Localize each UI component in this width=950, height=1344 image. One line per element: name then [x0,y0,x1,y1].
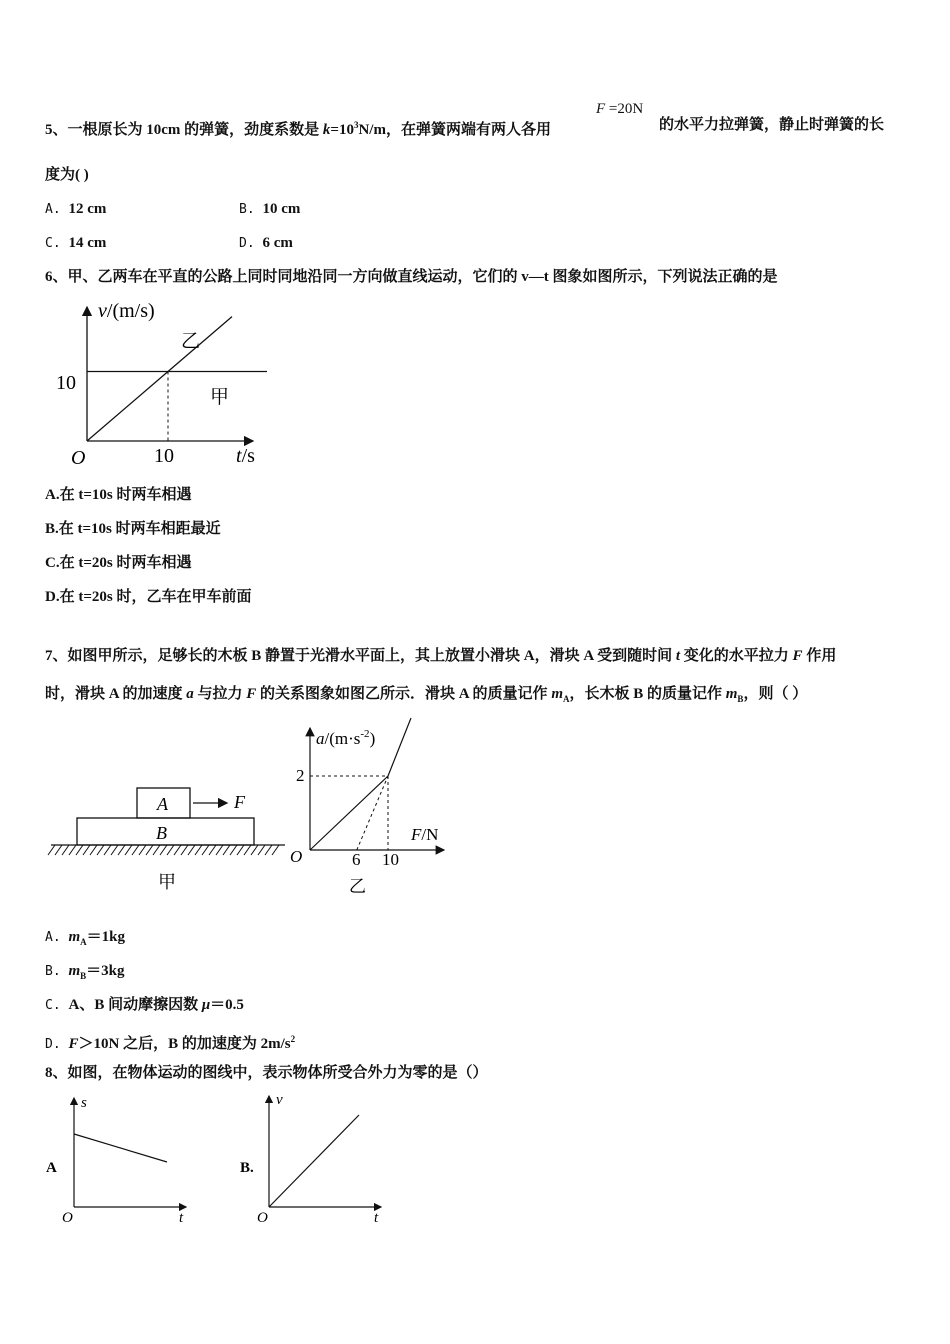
hatch-stroke [251,845,258,855]
q7-stem-line1: 7、如图甲所示，足够长的木板 B 静置于光滑水平面上，其上放置小滑块 A，滑块 A 受到随时间 t 变化的水平拉力 F 作用 [45,648,837,664]
q6-origin: O [71,447,86,469]
q6-y-tick: 10 [56,372,76,394]
hatch-stroke [90,845,97,855]
q8b-x-label: t [374,1210,379,1226]
hatch-stroke [83,845,90,855]
hatch-stroke [265,845,272,855]
q8b-origin: O [257,1210,268,1226]
hatch-stroke [62,845,69,855]
q5-stem-line1: 5、一根原长为 10cm 的弹簧，劲度系数是 $k=10^3N/m$，在弹簧两端有两人各用 [45,120,551,138]
hatch-stroke [160,845,167,855]
q7-board-b-label: B [156,823,167,843]
hatch-stroke [188,845,195,855]
hatch-stroke [223,845,230,855]
q8-graph-a[interactable] [40,1090,200,1230]
hatch-stroke [69,845,76,855]
q6-label-jia: 甲 [210,387,230,408]
q6-y-axis-label: v/(m/s) [98,300,155,322]
q7-x-tick-6: 6 [352,850,361,869]
q8b-y-label: v [276,1092,283,1108]
q7-line-segment-1 [310,776,388,850]
hatch-stroke [55,845,62,855]
q6-stem: 6、甲、乙两车在平直的公路上同时同地沿同一方向做直线运动，它们的 v—t 图象如图所示，下列说法正确的是 [45,269,778,285]
q7-origin: O [290,847,303,866]
hatch-stroke [132,845,139,855]
q5-option-c[interactable]: C. 14 cm [45,235,107,251]
q8a-origin: O [62,1210,73,1226]
q5-force-formula: F =20N [596,101,644,117]
hatch-stroke [195,845,202,855]
q7-ground-hatch [48,845,279,855]
q8a-s-t-line [74,1134,167,1162]
q7-dashed-extension [357,776,388,850]
q5-option-b[interactable]: B. 10 cm [239,201,301,217]
q7-x-tick-10: 10 [382,850,399,869]
hatch-stroke [216,845,223,855]
q5-stem-line1-end: 的水平力拉弹簧，静止时弹簧的长 [659,117,885,133]
hatch-stroke [272,845,279,855]
q8a-option-label: A [46,1160,57,1176]
q8a-x-label: t [179,1210,184,1226]
hatch-stroke [174,845,181,855]
q7-figure-yi [288,712,458,902]
q7-block-a-label: A [157,794,168,814]
hatch-stroke [118,845,125,855]
q6-x-axis-label: t/s [236,445,255,467]
q7-y-axis-label: $a/(m\cdot s^{-2})$ [316,728,376,748]
q7-force-label: F [234,792,245,812]
hatch-stroke [237,845,244,855]
q6-option-d[interactable]: D.在 t=20s 时，乙车在甲车前面 [45,589,252,605]
hatch-stroke [167,845,174,855]
q6-option-a[interactable]: A.在 t=10s 时两车相遇 [45,487,192,503]
hatch-stroke [209,845,216,855]
q7-option-a[interactable]: A. $m_A=1kg$ [45,929,125,947]
hatch-stroke [153,845,160,855]
q8-stem: 8、如图，在物体运动的图线中，表示物体所受合外力为零的是（） [45,1065,488,1081]
q7-caption-yi: 乙 [349,877,366,896]
q6-vt-graph [40,292,280,474]
hatch-stroke [146,845,153,855]
q5-option-a[interactable]: A. 12 cm [45,201,107,217]
q7-figure-jia [45,780,295,900]
hatch-stroke [48,845,55,855]
q7-option-b[interactable]: B. $m_B=3kg$ [45,963,125,981]
q7-caption-jia: 甲 [158,872,176,892]
hatch-stroke [76,845,83,855]
q5-stem-line2: 度为( ) [45,167,89,183]
hatch-stroke [111,845,118,855]
hatch-stroke [125,845,132,855]
q8a-y-label: s [81,1095,87,1111]
hatch-stroke [244,845,251,855]
q5-option-d[interactable]: D. 6 cm [239,235,293,251]
q7-x-axis-label: F/N [411,825,439,844]
hatch-stroke [258,845,265,855]
q7-line-segment-2 [388,718,411,776]
q6-line-yi [87,317,232,441]
hatch-stroke [139,845,146,855]
q6-label-yi: 乙 [181,331,201,352]
q7-option-c[interactable]: C. A、B 间动摩擦因数 μ＝0.5 [45,997,244,1013]
hatch-stroke [97,845,104,855]
q8-graph-b[interactable] [235,1090,395,1230]
q8b-option-label: B. [240,1160,254,1176]
hatch-stroke [202,845,209,855]
hatch-stroke [230,845,237,855]
q8b-v-t-line [269,1115,359,1207]
hatch-stroke [181,845,188,855]
q6-option-c[interactable]: C.在 t=20s 时两车相遇 [45,555,192,571]
hatch-stroke [104,845,111,855]
q7-stem-line2: 时，滑块 A 的加速度 a 与拉力 F 的关系图象如图乙所示．滑块 A 的质量记作 $m_A$，长木板 B 的质量记作 $m_B$，则（ ） [45,686,808,704]
q6-x-tick: 10 [154,445,174,467]
q7-option-d[interactable]: D. F＞10N 之后，B 的加速度为 $2m/s^2$ [45,1034,296,1052]
q7-y-tick-2: 2 [296,766,305,785]
q6-option-b[interactable]: B.在 t=10s 时两车相距最近 [45,521,221,537]
